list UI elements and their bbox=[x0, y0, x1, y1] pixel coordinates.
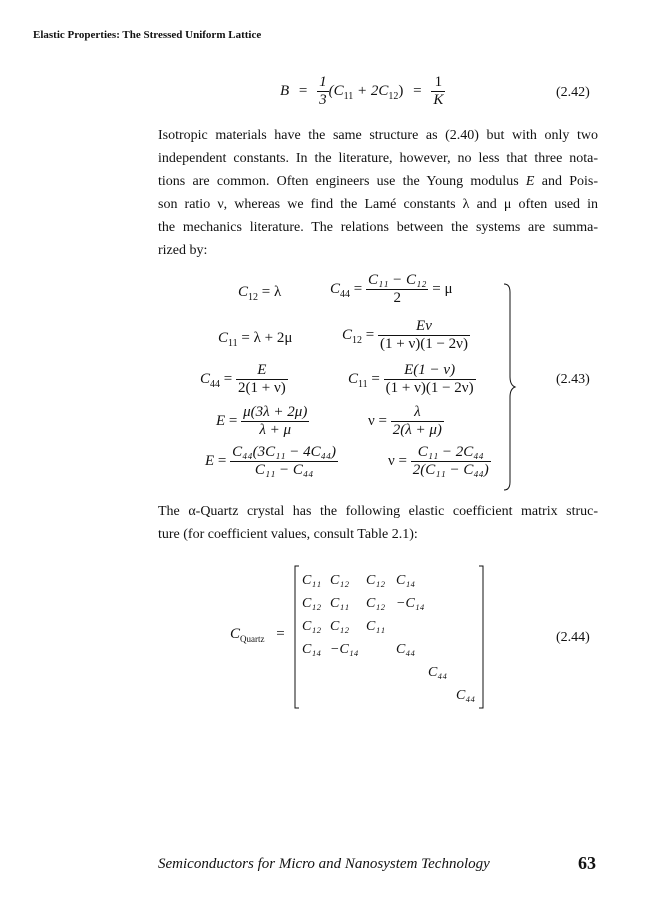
matrix-cell: C₁₁ bbox=[366, 619, 386, 634]
frac-den: 2(1 + ν) bbox=[237, 380, 286, 396]
matrix-cell: C₁₄ bbox=[302, 642, 322, 657]
frac-num: 1 bbox=[431, 74, 445, 92]
paragraph-isotropic bbox=[158, 124, 598, 262]
frac-den: 2(λ + μ) bbox=[392, 422, 442, 438]
relation-c44 bbox=[330, 272, 453, 307]
sub: 11 bbox=[358, 378, 368, 390]
relation-c12 bbox=[238, 284, 281, 301]
symbol-nu: ν bbox=[217, 197, 224, 212]
equals: = bbox=[398, 452, 408, 469]
frac-num: Eν bbox=[378, 318, 470, 336]
equation-number-2-44: (2.44) bbox=[556, 630, 590, 645]
text-run: , whereas we find the Lamé constants bbox=[223, 197, 456, 212]
sub: 44 bbox=[210, 378, 221, 390]
relation-nu-stiffness bbox=[388, 444, 491, 479]
fraction bbox=[236, 362, 288, 397]
footer-title: Semiconductors for Micro and Nanosystem Technology bbox=[158, 856, 490, 872]
relation-e-stiffness bbox=[205, 444, 338, 479]
fraction bbox=[384, 362, 476, 397]
running-head: Elastic Properties: The Stressed Uniform Lattice bbox=[33, 29, 262, 41]
equals: = bbox=[378, 412, 388, 429]
sub-12: 12 bbox=[388, 90, 399, 102]
lhs: ν bbox=[368, 412, 375, 429]
frac-den: 2 bbox=[393, 290, 401, 306]
equation-number-2-42: (2.42) bbox=[556, 85, 590, 100]
text-run: -Quartz crystal has the following elastic coefficient matrix struc- bbox=[195, 504, 598, 519]
frac-num: μ(3λ + 2μ) bbox=[243, 404, 308, 420]
sub: 44 bbox=[340, 288, 351, 300]
fraction bbox=[241, 404, 309, 439]
equals: = bbox=[228, 412, 238, 429]
frac-num: λ bbox=[391, 404, 444, 422]
relation-c11 bbox=[218, 330, 292, 347]
frac-den: 2(C₁₁ − C₄₄) bbox=[412, 462, 489, 478]
text-line: ture (for coefficient values, consult Table 2.1): bbox=[158, 527, 418, 542]
sub: 12 bbox=[248, 292, 259, 303]
matrix-cell: C₁₂ bbox=[302, 619, 322, 634]
relation-nu-lame bbox=[368, 404, 444, 439]
matrix-cell: C₁₂ bbox=[330, 573, 350, 588]
fraction bbox=[366, 272, 429, 307]
matrix-cell: C₁₂ bbox=[330, 619, 350, 634]
eq-term: + 2C bbox=[353, 82, 389, 99]
sub: 12 bbox=[352, 334, 363, 346]
lhs: E bbox=[205, 452, 215, 469]
lhs: C bbox=[230, 626, 241, 642]
matrix-cell: C₁₂ bbox=[302, 596, 322, 611]
matrix-cell: C₁₁ bbox=[330, 596, 350, 611]
equation-number-2-43: (2.43) bbox=[556, 372, 590, 387]
lhs: E bbox=[216, 412, 226, 429]
text-line: independent constants. In the literature, however, no less that three nota- bbox=[158, 151, 598, 166]
equation-2-43 bbox=[150, 272, 522, 497]
symbol-lambda: λ bbox=[462, 197, 470, 212]
text-line: rized by: bbox=[158, 243, 208, 258]
frac-num: C₁₁ − 2C₄₄ bbox=[411, 444, 491, 462]
lhs: ν bbox=[388, 452, 395, 469]
lhs-sub: Quartz bbox=[240, 634, 265, 644]
equals: = bbox=[365, 326, 375, 343]
symbol-alpha: α bbox=[188, 504, 196, 519]
text-run: tions are common. Often engineers use the Young modulus bbox=[158, 174, 519, 189]
fraction-one-third bbox=[317, 74, 329, 109]
frac-num: 1 bbox=[319, 74, 327, 90]
lhs: C bbox=[200, 370, 211, 387]
frac-den: (1 + ν)(1 − 2ν) bbox=[379, 336, 468, 352]
quartz-matrix bbox=[300, 573, 478, 709]
lhs: C bbox=[342, 326, 353, 343]
relation-c44-young bbox=[200, 362, 288, 397]
lhs: C bbox=[330, 280, 341, 297]
frac-num: E(1 − ν) bbox=[384, 362, 476, 380]
matrix-cell: C₄₄ bbox=[428, 665, 448, 680]
matrix-cell: C₄₄ bbox=[456, 688, 476, 703]
text-run: son ratio bbox=[158, 197, 211, 212]
symbol-mu: μ bbox=[503, 197, 512, 212]
frac-den: λ + μ bbox=[259, 422, 292, 438]
frac-num: E bbox=[236, 362, 288, 380]
matrix-cell: C₄₄ bbox=[396, 642, 416, 657]
frac-den: (1 + ν)(1 − 2ν) bbox=[385, 380, 474, 396]
frac-den: K bbox=[433, 92, 444, 108]
text-line: Isotropic materials have the same structure as (2.40) but with only two bbox=[158, 128, 598, 143]
text-line: The α-Quartz crystal has the following elastic coefficient matrix struc- bbox=[158, 504, 598, 519]
equals: = bbox=[223, 370, 233, 387]
sub-11: 11 bbox=[343, 90, 354, 102]
frac-num: C₁₁ − C₁₂ bbox=[367, 272, 427, 288]
lhs: C bbox=[238, 284, 249, 300]
eq-term: (C bbox=[328, 82, 344, 99]
matrix-cell: C₁₄ bbox=[396, 573, 416, 588]
fraction bbox=[378, 318, 470, 353]
text-run: often used in bbox=[518, 197, 599, 212]
equals: = bbox=[353, 280, 363, 297]
matrix-cell: C₁₂ bbox=[366, 596, 386, 611]
matrix-cell: C₁₁ bbox=[302, 573, 322, 588]
rhs: = μ bbox=[432, 280, 453, 297]
matrix-cell: −C₁₄ bbox=[396, 596, 425, 611]
symbol-e: E bbox=[525, 174, 535, 189]
fraction bbox=[230, 444, 338, 479]
frac-den: 3 bbox=[319, 92, 327, 108]
sub: 11 bbox=[228, 338, 238, 349]
text-line bbox=[158, 170, 598, 193]
eq-paren: ) bbox=[398, 82, 404, 99]
paragraph-quartz bbox=[158, 500, 598, 546]
matrix-cell: C₁₂ bbox=[366, 573, 386, 588]
lhs: C bbox=[218, 330, 229, 346]
quartz-matrix-lhs bbox=[230, 626, 285, 643]
relation-e-lame bbox=[216, 404, 309, 439]
equals: = bbox=[217, 452, 227, 469]
eq-equals: = bbox=[298, 82, 308, 99]
page-number: 63 bbox=[578, 853, 596, 873]
equation-2-42 bbox=[280, 74, 445, 109]
text-line bbox=[158, 193, 598, 216]
frac-den: C₁₁ − C₄₄ bbox=[254, 462, 314, 478]
text-line: the mechanics literature. The relations between the systems are summa- bbox=[158, 220, 598, 235]
matrix-cell: −C₁₄ bbox=[330, 642, 359, 657]
matrix-right-bracket bbox=[478, 565, 484, 709]
text-run: and bbox=[476, 197, 497, 212]
fraction bbox=[411, 444, 491, 479]
relation-c11-young bbox=[348, 362, 476, 397]
frac-num: C₄₄(3C₁₁ − 4C₄₄) bbox=[232, 444, 337, 460]
lhs: C bbox=[348, 370, 359, 387]
equals: = bbox=[276, 626, 285, 642]
rhs: = λ + 2μ bbox=[237, 330, 293, 346]
rhs: = λ bbox=[258, 284, 282, 300]
relation-c12-young bbox=[342, 318, 470, 353]
eq-lhs: B bbox=[280, 82, 290, 99]
fraction bbox=[391, 404, 444, 439]
fraction-one-over-k bbox=[431, 74, 445, 109]
text-run: and Pois- bbox=[541, 174, 598, 189]
right-brace bbox=[502, 282, 518, 492]
eq-equals: = bbox=[413, 82, 422, 99]
equals: = bbox=[371, 370, 380, 387]
